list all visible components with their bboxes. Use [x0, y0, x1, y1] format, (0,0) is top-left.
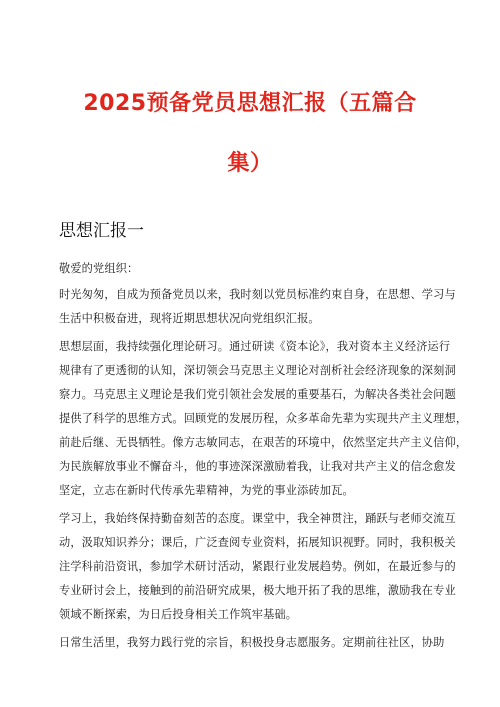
paragraph-1-line-1: 时光匆匆，自成为预备党员以来，我时刻以党员标准约束自身，在思想、学习与: [59, 288, 456, 301]
document-title-line-2: 集）: [227, 151, 273, 176]
paragraph-3-line-1: 学习上，我始终保持勤奋刻苦的态度。课堂中，我全神贯注，踊跃与老师交流互: [59, 512, 456, 525]
paragraph-3-line-5: 领域不断探索，为日后投身相关工作筑牢基础。: [59, 608, 298, 621]
paragraph-3-line-2: 动，汲取知识养分；课后，广泛查阅专业资料，拓展知识视野。同时，我积极关: [59, 536, 456, 549]
paragraph-2-line-1: 思想层面，我持续强化理论研习。通过研读《资本论》，我对资本主义经济运行: [59, 340, 451, 353]
salutation: 敬爱的党组织：: [59, 262, 139, 275]
paragraph-1-line-2: 生活中积极奋进，现将近期思想状况向党组织汇报。: [59, 312, 320, 325]
paragraph-2-line-7: 坚定，立志在新时代传承先辈精神，为党的事业添砖加瓦。: [59, 484, 354, 497]
paragraph-2-line-5: 前赴后继、无畏牺牲。像方志敏同志，在艰苦的环境中，依然坚定共产主义信仰，: [59, 436, 468, 449]
paragraph-2-line-4: 提供了科学的思维方式。回顾党的发展历程，众多革命先辈为实现共产主义理想，: [59, 412, 468, 425]
paragraph-4-line-1: 日常生活里，我努力践行党的宗旨，积极投身志愿服务。定期前往社区，协助: [59, 636, 445, 649]
paragraph-3-line-4: 专业研讨会上，接触到的前沿研究成果，极大地开拓了我的思维，激励我在专业: [59, 584, 456, 597]
document-title-line-1: 2025预备党员思想汇报（五篇合: [83, 91, 417, 116]
paragraph-2-line-3: 察力。马克思主义理论是我们党引领社会发展的重要基石，为解决各类社会问题: [59, 388, 456, 401]
paragraph-2-line-2: 规律有了更透彻的认知，深切领会马克思主义理论对剖析社会经济现象的深刻洞: [59, 364, 456, 377]
section-heading: 思想汇报一: [59, 221, 144, 241]
paragraph-2-line-6: 为民族解放事业不懈奋斗，他的事迹深深激励着我，让我对共产主义的信念愈发: [59, 460, 456, 473]
paragraph-3-line-3: 注学科前沿资讯，参加学术研讨活动，紧跟行业发展趋势。例如，在最近参与的: [59, 560, 456, 573]
